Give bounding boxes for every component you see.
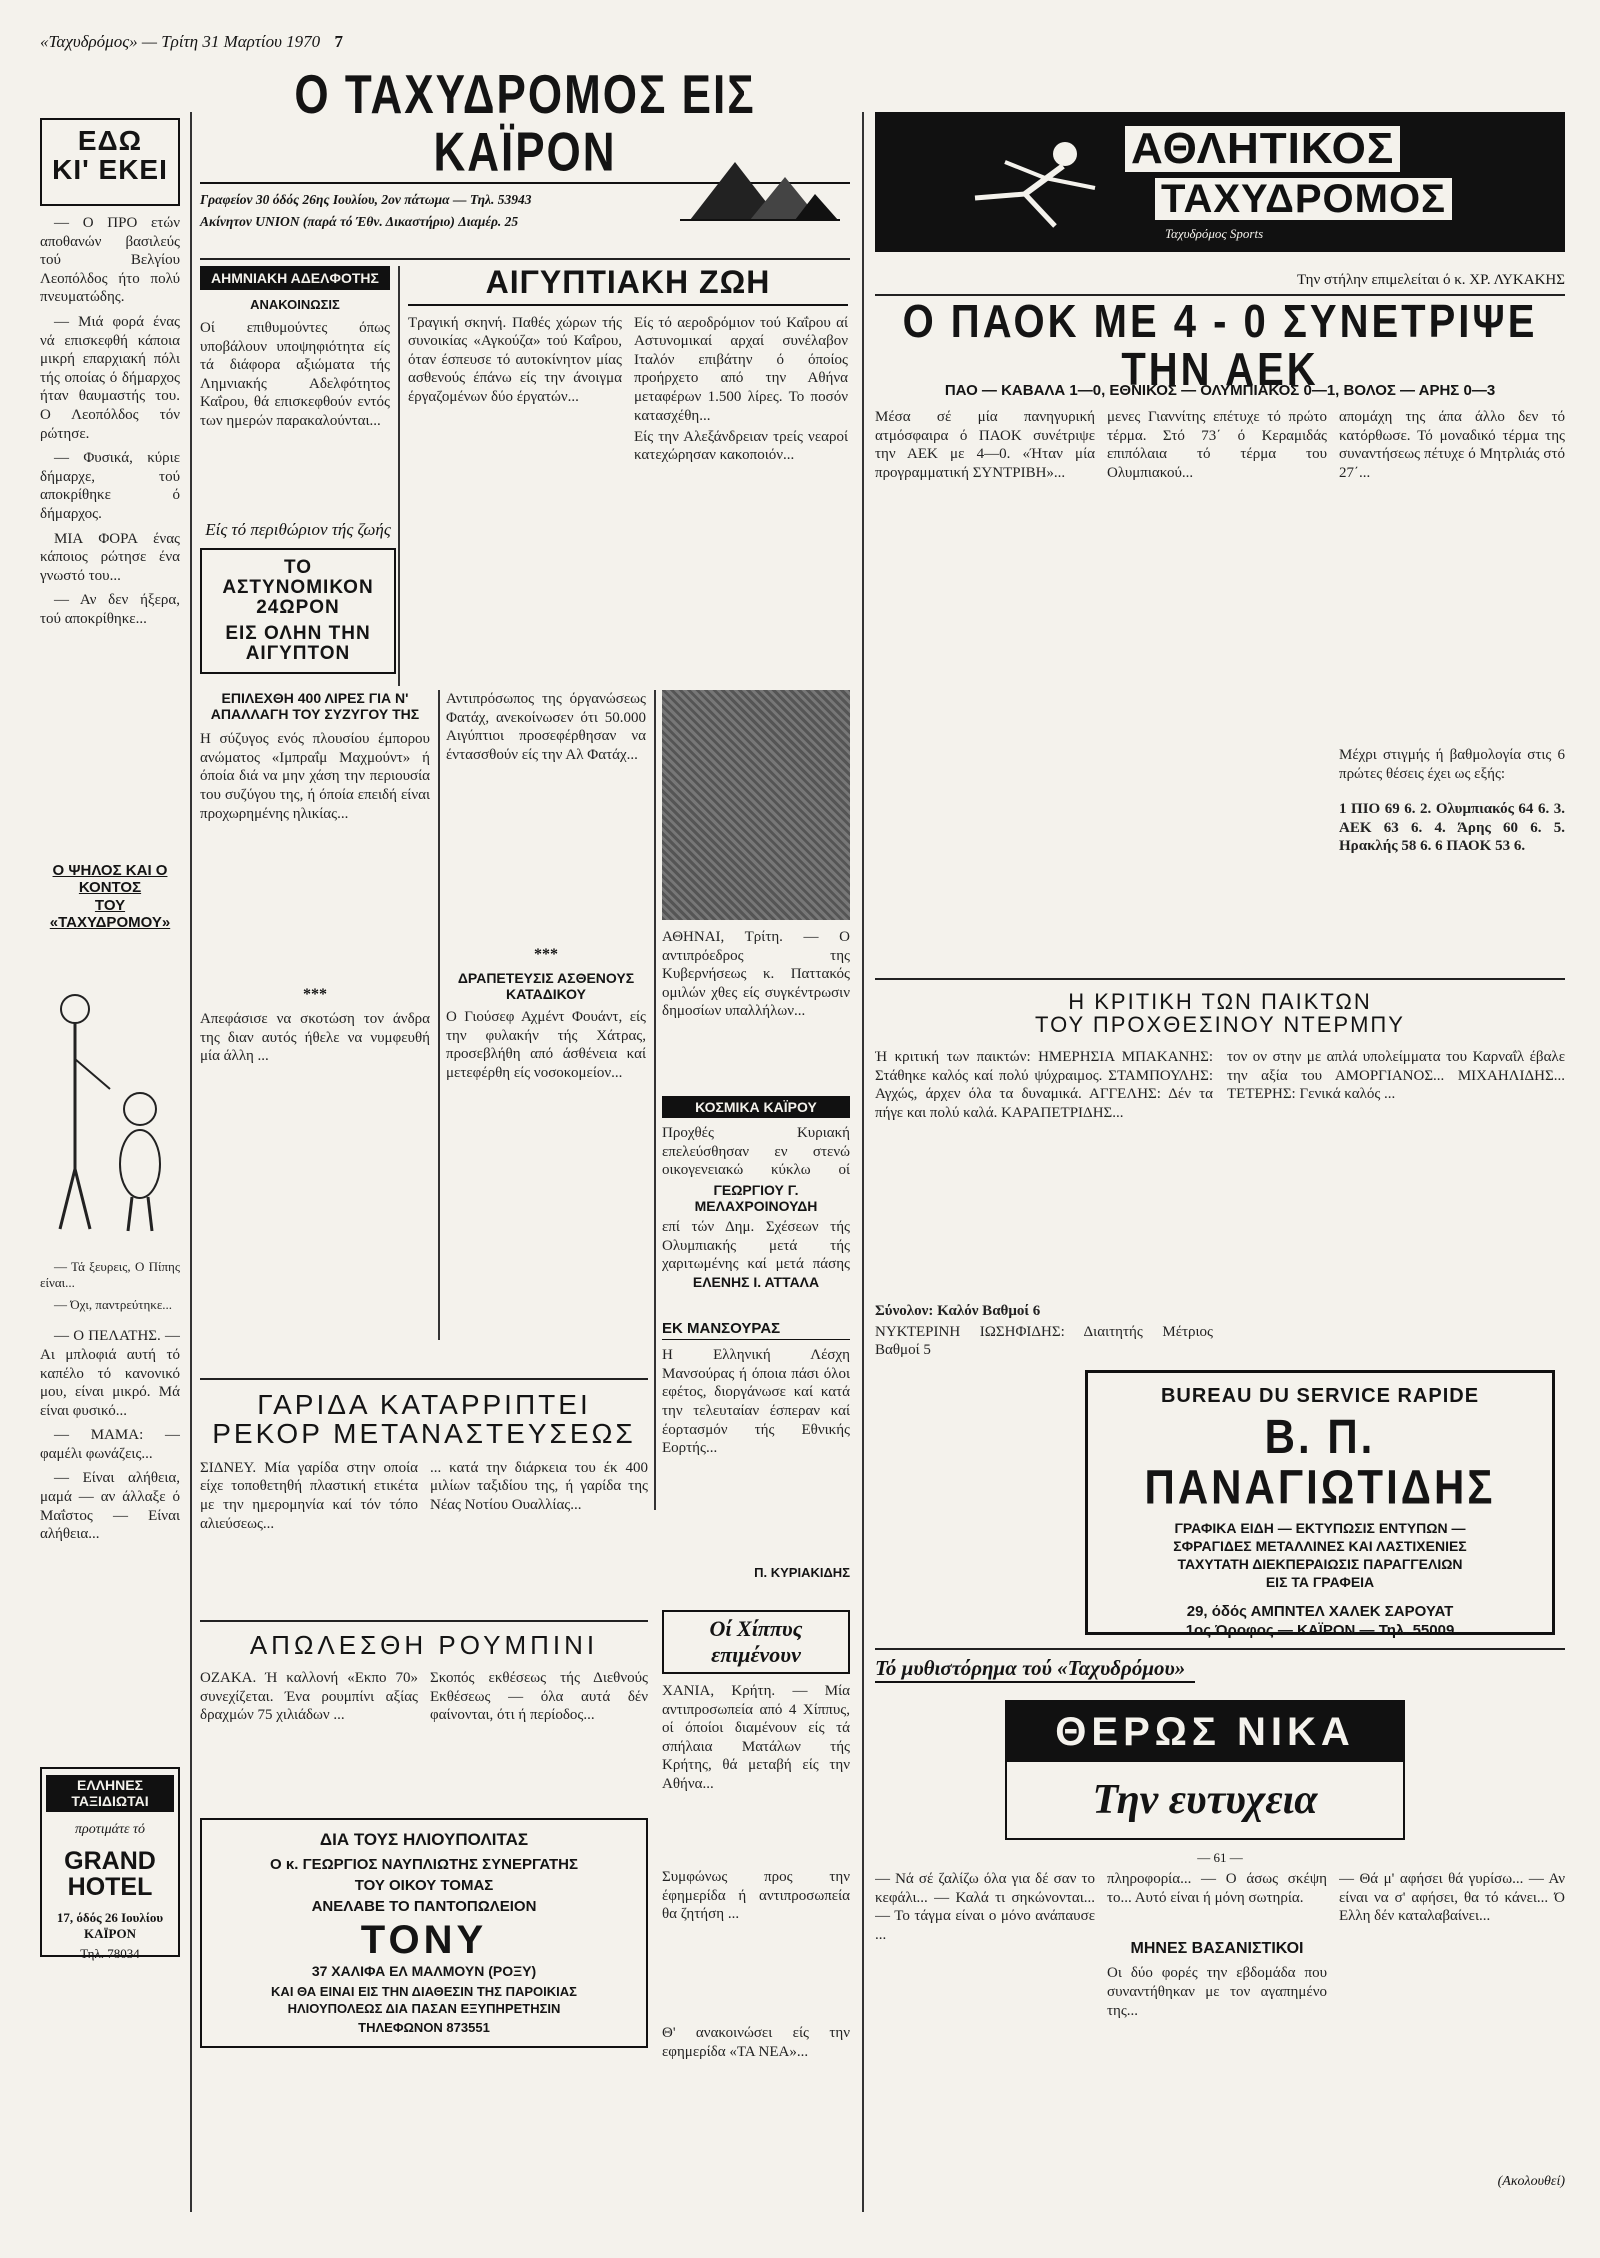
shrimp-text: ΣΙΔΝΕΥ. Μία γαρίδα στην οποία είχε τοποθετηθή πλαστική ετικέτα με την ημερομηνία καί τόν τόπο αλιεύσεως... [200, 1459, 418, 1532]
photo-caption: ΑΘΗΝΑΙ, Τρίτη. — Ο αντιπρόεδρος της Κυβερνήσεως κ. Παττακός ομιλών χθες είς συγκέντρωσιν δημοσίων υπαλλήλων... [662, 929, 850, 1020]
heliopolis-line3: ΤΟΥ ΟΙΚΟΥ ΤΟΜΑΣ [354, 1876, 494, 1894]
novel-continues: (Ακολουθεί) [1497, 2174, 1565, 2189]
novel-col2-wrap [1107, 1870, 1327, 2210]
cartoon-caption-b: — Όχι, παντρεύτηκε... [54, 1297, 173, 1313]
sports-headline: Ο ΠΑΟΚ ΜΕ 4 - 0 ΣΥΝΕΤΡΙΨΕ ΤΗΝ ΑΕΚ [902, 296, 1538, 396]
novel-col2: πληροφορία... — Ο άσως σκέψη το... Αυτό είναι ή μόνη σωτηρία. [1107, 1871, 1327, 1906]
egypt-life-section [408, 266, 848, 468]
ruby-section [200, 1632, 648, 1799]
hippies-text-2: Συμφώνως προς την έφημερίδα ή αντιπροσωπεία θα ζητήση ... [662, 1869, 850, 1923]
heliopolis-name: ΤΟΝΥ [360, 1918, 488, 1963]
bureau-line1: BUREAU DU SERVICE RAPIDE [1160, 1385, 1480, 1407]
column-rule [398, 266, 400, 686]
kosmika-text: Προχθές Κυριακή επελεύσθησαν εν στενώ οικογενειακώ κύκλω οί [662, 1125, 850, 1179]
masthead-rule [200, 258, 850, 260]
hippies-text: ΧΑΝΙΑ, Κρήτη. — Μία αντιπροσωπεία από 4 Χίππυς, οί όποίοι διαμένουν είς τά σπήλαια Ματάλων τής Κρήτης, θά μεταβή είς την Αθήνα... [662, 1683, 850, 1792]
cartoon-illustration [40, 939, 180, 1259]
dateline [40, 32, 343, 52]
community-subheading: ΑΝΑΚΟΙΝΩΣΙΣ [250, 297, 340, 313]
hippies-text-3: Θ' ανακοινώσει είς την εφημερίδα «ΤΑ ΝΕΑ»... [662, 2025, 850, 2060]
grand-hotel-ad-headline: ΕΛΛΗΝΕΣ ΤΑΞΙΔΙΩΤΑΙ [46, 1775, 174, 1811]
shrimp-section [200, 1390, 648, 1639]
grand-hotel-ad [40, 1767, 180, 1962]
kosmika-bride: ΕΛΕΝΗΣ Ι. ΑΤΤΑΛΑ [692, 1274, 820, 1291]
left-column [40, 118, 180, 2208]
novel-col3-wrap [1339, 1870, 1565, 2210]
runner-icon [915, 132, 1115, 232]
novel-title: ΘΕΡΩΣ ΝΙΚΑ [1055, 1710, 1355, 1754]
masthead-office: Γραφείον 30 όδός 26ης Ιουλίου, 2ον πάτωμα — Τηλ. 53943 [200, 192, 532, 207]
sports-title-line1: ΑΘΛΗΤΙΚΟΣ [1125, 126, 1400, 172]
shrimp-title-line2: ΡΕΚΟΡ ΜΕΤΑΝΑΣΤΕΥΣΕΩΣ [212, 1418, 636, 1450]
separator-stars-2: *** [534, 946, 558, 963]
mansoura-heading: ΕΚ ΜΑΝΣΟΥΡΑΣ [662, 1320, 850, 1340]
heliopolis-line1: ΔΙΑ ΤΟΥΣ ΗΛΙΟΥΠΟΛΙΤΑΣ [319, 1830, 529, 1849]
edo-kiekei-title-box [40, 118, 180, 206]
escape-heading: ΔΡΑΠΕΤΕΥΣΙΣ ΑΣΘΕΝΟΥΣ ΚΑΤΑΔΙΚΟΥ [457, 970, 635, 1003]
cartoon-captions [40, 1259, 180, 1319]
sports-col3: απομάχη της άπα άλλο δεν τό κατόρθωσε. Τό μοναδικό τέρμα της συναντήσεως πέτυχε ό Μητρλιάς στό 27΄... [1339, 409, 1565, 481]
escape-text: Ο Γιούσεφ Αχμέντ Φουάντ, είς την φυλακήν τής Χάτρας, προσεβλήθη από άσθένεια καί μετεφέρθη είς νοσοκομείον... [446, 1009, 646, 1081]
fatah-text: Αντιπρόσωπος της όργανώσεως Φατάχ, ανεκοίνωσεν ότι 50.000 Αιγύπτιοι προσεφέρθησαν να έντασσθούν είς την Αλ Φατάχ... [446, 691, 646, 763]
sports-columns [875, 408, 1565, 968]
murder-plot-text: Απεφάσισε να σκοτώση τον άνδρα της διαν αυτός ήθελε να νυμφευθή μία άλλη ... [200, 1011, 430, 1065]
heliopolis-phone: ΤΗΛΕΦΩΝΟΝ 873551 [358, 2020, 490, 2036]
novel-chapter: ΜΗΝΕΣ ΒΑΣΑΝΙΣΤΙΚΟΙ [1130, 1940, 1304, 1957]
community-text: Οί επιθυμούντες όπως υποβάλουν υποψηφιότητα είς τά διάφορα αξιώματα τής Λημνιακής Αδελφότητος Καΐρου, θά επισκεφθούν εντός των ημερών παρακαλούνται... [200, 320, 390, 429]
separator-stars: *** [303, 986, 327, 1004]
criticism-col2: τον ον στην με απλά υπολείμματα του Καρναΐλ έβαλε την αξία του ΑΜΟΡΓΙΑΝΟΣ... ΜΙΧΑΗΛΙΔΗΣ... ΤΕΤΕΡΗΣ: Γενικά καλός ... [1227, 1049, 1565, 1103]
criticism-total1: Σύνολον: Καλόν Βαθμοί 6 [875, 1303, 1041, 1320]
news-photo [662, 690, 850, 920]
photo-block [662, 690, 850, 1290]
novel-col1: — Νά σέ ζαλίζω όλα για δέ σαν το κεφάλι... — Καλά τι σηκώνονται... — Το τάγμα είναι ο μόνο ανάπαυσε ... [875, 1871, 1095, 1943]
bureau-line2: ΓΡΑΦΙΚΑ ΕΙΔΗ — ΕΚΤΥΠΩΣΙΣ ΕΝΤΥΠΩΝ — [1174, 1520, 1466, 1537]
grand-hotel-name: GRAND HOTEL [64, 1846, 156, 1901]
police-box-line2: ΕΙΣ ΟΛΗΝ ΤΗΝ ΑΙΓΥΠΤΟΝ [225, 622, 371, 664]
novel-col3: — Θά μ' αφήσει θά γυρίσω... — Αν είναι να σ' αφήσει, θα τό κάνει... Ό Ελλη δέν καταλαβαίνει... [1339, 1871, 1565, 1925]
novel-title-box [1005, 1700, 1405, 1840]
heliopolis-line4: ΑΝΕΛΑΒΕ ΤΟ ΠΑΝΤΟΠΩΛΕΙΟΝ [311, 1898, 537, 1916]
bureau-address: 29, όδός ΑΜΠΝΤΕΛ ΧΑΛΕΚ ΣΑΡΟΥΑΤ [1186, 1602, 1454, 1620]
pyramids-icon [680, 152, 840, 222]
bureau-line4: ΤΑΧΥΤΑΤΗ ΔΙΕΚΠΕΡΑΙΩΣΙΣ ΠΑΡΑΓΓΕΛΙΩΝ [1177, 1556, 1463, 1573]
police-box-wrap [200, 520, 396, 670]
masthead [200, 64, 850, 252]
heliopolis-line2: Ο κ. ΓΕΩΡΓΙΟΣ ΝΑΥΠΛΙΩΤΗΣ ΣΥΝΕΡΓΑΤΗΣ [270, 1855, 578, 1873]
sports-title-line2: ΤΑΧΥΔΡΟΜΟΣ [1155, 178, 1452, 220]
hippies-heading-line1: Οί Χίππυς [709, 1616, 803, 1641]
section-rule [200, 1378, 648, 1380]
edo-paragraph: ΜΙΑ ΦΟΡΑ ένας κάποιος ρώτησε ένα γνωστό του... [40, 530, 180, 584]
bureau-name: Β. Π. ΠΑΝΑΓΙΩΤΙΔΗΣ [1144, 1409, 1496, 1514]
egypt-life-col2-wrap [634, 314, 848, 468]
criticism-section [875, 990, 1565, 1360]
kosmika-heading: ΚΟΣΜΙΚΑ ΚΑΪΡΟΥ [662, 1096, 850, 1118]
sports-results: ΠΑΟ — ΚΑΒΑΛΑ 1—0, ΕΘΝΙΚΟΣ — ΟΛΥΜΠΙΑΚΟΣ 0—1, ΒΟΛΟΣ — ΑΡΗΣ 0—3 [944, 382, 1496, 399]
sports-title-script: Ταχυδρόμος Sports [1165, 226, 1264, 241]
police-box-line1: ΤΟ ΑΣΤΥΝΟΜΙΚΟΝ 24ΩΡΟΝ [222, 557, 374, 618]
divorce-text: Η σύζυγος ενός πλουσίου έμπορου ανώματος «Ιμπραΐμ Μαχμούντ» ή όποία διά να μην χάση την περιουσία του συζύγου της, ή όποία επειδή είναι προχωρημένης ηλικίας... [200, 731, 430, 822]
masthead-info [200, 192, 850, 262]
criticism-title-line2: ΤΟΥ ΠΡΟΧΘΕΣΙΝΟΥ ΝΤΕΡΜΠΥ [1035, 1012, 1405, 1038]
sports-editor: Την στήλην επιμελείται ό κ. ΧΡ. ΛΥΚΑΚΗΣ [1297, 272, 1565, 288]
novel-col2b: Οι δύο φορές την εβδομάδα που συναντήθηκαν με τον αγαπημένο της... [1107, 1965, 1327, 2019]
mansoura-text: Η Ελληνική Λέσχη Μανσούρας ή όποια πάσι όλοι εφέτος, διοργάνωσε καί κατά την τελευταίαν έσπεραν καί έορτασμόν τής Εθνικής Εορτής... [662, 1347, 850, 1457]
grand-hotel-phone: Τηλ. 78034 [80, 1946, 140, 1962]
edo-paragraph: — Αν δεν ήξερα, τού αποκρίθηκε... [40, 592, 180, 627]
novel-columns [875, 1870, 1565, 2210]
kosmika-text-2: επί τών Δημ. Σχέσεων τής Ολυμπιακής μετά τής χαριτωμένης καί μετά πάσης [662, 1219, 850, 1273]
criticism-col1: Ή κριτική των παικτών: ΗΜΕΡΗΣΙΑ ΜΠΑΚΑΝΗΣ: Στάθηκε καλός καί πολύ ψύχραιμος. ΣΤΑΜΠΟΥΛΗΣ: Αγχώς, άρχεν όλα τα δυναμικά. ΑΓΓΕΛΗΣ: Δέν τα πήγε και πολύ καλά. ΚΑΡΑΠΕΤΡΙΔΗΣ... [875, 1049, 1213, 1121]
novel-subtitle: Την ευτυχεια [1092, 1777, 1318, 1823]
masthead-office-2: Ακίνητον UNION (παρά τό Έθν. Δικαστήριο) Διαμέρ. 25 [200, 214, 519, 229]
shrimp-title-line1: ΓΑΡΙΔΑ ΚΑΤΑΡΡΙΠΤΕΙ [257, 1389, 591, 1420]
section-rule [875, 1648, 1565, 1650]
community-announcement [200, 266, 390, 496]
bureau-line3: ΣΦΡΑΓΙΔΕΣ ΜΕΤΑΛΛΙΝΕΣ ΚΑΙ ΛΑΣΤΙΧΕΝΙΕΣ [1173, 1538, 1467, 1555]
cartoon-caption-a: — Τά ξευρεις, Ο Πίπης είναι... [40, 1259, 180, 1291]
sports-banner [875, 112, 1565, 252]
sports-col2: μενες Γιαννίτης επέτυχε τό πρώτο τέρμα. Στό 73΄ ό Κεραμιδάς επιπόλαια τό τέρμα του Ολυμπιακού... [1107, 409, 1327, 481]
sports-masthead [875, 112, 1565, 262]
cartoon-figures-icon [40, 939, 180, 1259]
column-rule [862, 112, 864, 2212]
heliopolis-line5: ΚΑΙ ΘΑ ΕΙΝΑΙ ΕΙΣ ΤΗΝ ΔΙΑΘΕΣΙΝ ΤΗΣ ΠΑΡΟΙΚΙΑΣ [271, 1984, 577, 2000]
bureau-address2: 1ος Όροφος — ΚΑΪΡΟΝ — Τηλ. 55009 [1185, 1621, 1455, 1639]
column-rule [190, 112, 192, 2212]
egypt-news-middle [446, 690, 646, 1340]
ruby-text-2: Σκοπός εκθέσεως τής Διεθνούς Εκθέσεως — όλα αυτά δέν φαίνονται, ότι ή περίοδος... [430, 1670, 648, 1724]
heliopolis-address: 37 ΧΑΛΙΦΑ ΕΛ ΜΑΛΜΟΥΝ (ΡΟΞΥ) [311, 1963, 537, 1980]
sports-col1: Μέσα σέ μία πανηγυρική ατμόσφαιρα ό ΠΑΟΚ συνέτριψε την ΑΕΚ με 4—0. «Ήταν μία προγραμματική ΣΥΝΤΡΙΒΗ»... [875, 409, 1095, 481]
edo-kiekei-text-2 [40, 1327, 180, 1757]
edo-paragraph-2: — ΜΑΜΑ: — φαμέλι φωνάζεις... [40, 1427, 180, 1462]
heliopolis-ad [200, 1818, 648, 2048]
section-rule [875, 978, 1565, 980]
sports-col3-wrap [1339, 408, 1565, 968]
edo-kiekei-text [40, 214, 180, 852]
criticism-col1-wrap [875, 1048, 1213, 1360]
novel-installment: — 61 — [1197, 1850, 1243, 1865]
divorce-heading: ΕΠΙΛΕΧΘΗ 400 ΛΙΡΕΣ ΓΙΑ Ν' ΑΠΑΛΛΑΓΗ ΤΟΥ ΣΥΖΥΓΟΥ ΤΗΣ [210, 690, 420, 723]
ruby-title: ΑΠΩΛΕΣΘΗ ΡΟΥΜΠΙΝΙ [249, 1630, 599, 1660]
psilos-heading-line1: Ο ΨΗΛΟΣ ΚΑΙ Ο ΚΟΝΤΟΣ [52, 862, 168, 897]
egypt-life-col1: Τραγική σκηνή. Παθές χώρων τής συνοικίας «Αγκούζα» τού Καΐρου, όταν έσπευσε τό αυτοκίνητον μίας ασθενούς έπάνω είς την άνοιγμα έργαζομένων δύο έργατών... [408, 314, 622, 405]
masthead-title: Ο ΤΑΧΥΔΡΟΜΟΣ ΕΙΣ ΚΑΪΡΟΝ [294, 64, 756, 184]
psilos-kontos-heading [40, 862, 180, 931]
hippies-section [662, 1610, 850, 2170]
page-number: 7 [334, 32, 343, 51]
novel-title-bar [1007, 1702, 1403, 1762]
criticism-title-line1: Η ΚΡΙΤΙΚΗ ΤΩΝ ΠΑΙΚΤΩΝ [1068, 989, 1372, 1014]
edo-paragraph: — Φυσικά, κύριε δήμαρχε, τού αποκρίθηκε ό δήμαρχος. [40, 450, 180, 522]
egypt-life-title: ΑΙΓΥΠΤΙΑΚΗ ΖΩΗ [408, 266, 848, 306]
grand-hotel-address: 17, όδός 26 Ιουλίου ΚΑΪΡΟΝ [56, 1910, 164, 1942]
shrimp-text-2: ... κατά την διάρκεια του έκ 400 μιλίων ταξιδίου της, ή γαρίδα της Νέας Νοτίου Ουαλλίας... [430, 1459, 648, 1513]
section-rule [200, 1620, 648, 1622]
edo-paragraph-2: — Ο ΠΕΛΑΤΗΣ. — Αι μπλοφιά αυτή τό καπέλο τό κανονικό μου, είναι μικρό. Μά είναι φυσικό... [40, 1328, 180, 1419]
edo-title-line2: ΚΙ' ΕΚΕΙ [52, 154, 168, 186]
column-rule [654, 690, 656, 1510]
standings-intro: Μέχρι στιγμής ή βαθμολογία στις 6 πρώτες θέσεις έχει ως εξής: [1339, 747, 1565, 782]
column-rule [438, 690, 440, 1340]
egypt-life-col2b: Είς την Αλεξάνδρειαν τρείς νεαροί κατεχώρησαν κακοποιόν... [634, 428, 848, 464]
police-tagline: Είς τό περιθώριον τής ζωής [205, 520, 391, 539]
ruby-text: ΟΖΑΚΑ. Ή καλλονή «Εκπο 70» συνεχίζεται. Ένα ρουμπίνι αξίας δραχμών 75 χιλιάδων ... [200, 1670, 418, 1724]
egypt-news-left [200, 690, 430, 1370]
criticism-columns [875, 1048, 1565, 1360]
hippies-heading-box [662, 1610, 850, 1674]
mansoura-section [662, 1320, 850, 1600]
bureau-line5: ΕΙΣ ΤΑ ΓΡΑΦΕΙΑ [1265, 1574, 1375, 1591]
police-box [200, 548, 396, 674]
shrimp-columns [200, 1459, 648, 1639]
egypt-life-col2: Είς τό αεροδρόμιον τού Καΐρου αί Αστυνομικαί αρχαί συνέλαβον Ιταλόν επιβάτην ό όποίος προήρχετο από την Αθήνα μεταφέρων 1.500 λίρες. Το ποσόν κατασχέθη... [634, 314, 848, 424]
novel-banner: Τό μυθιστόρημα τού «Ταχυδρόμου» [875, 1656, 1195, 1683]
bureau-ad [1085, 1370, 1555, 1639]
standings: 1 ΠΙΟ 69 6. 2. Ολυμπιακός 64 6. 3. ΑΕΚ 63 6. 4. Άρης 60 6. 5. Ηρακλής 58 6. 6 ΠΑΟΚ 53 6. [1339, 801, 1565, 855]
edo-paragraph: — Ο ΠΡΟ ετών αποθανών βασιλεύς τού Βελγίου Λεοπόλδος ήτο πολύ πνευματώδης. [40, 215, 180, 306]
edo-paragraph: — Μιά φορά ένας νά επισκεφθή κάποια μικρή επαρχιακή πόλι τής οποίας ό δήμαρχος ήταν θαυμαστής του. Ο Λεοπόλδος τόν ρώτησε. [40, 313, 180, 442]
grand-hotel-prefer: προτιμάτε τό [74, 1821, 146, 1837]
edo-paragraph-2: — Είναι αλήθεια, μαμά — αν άλλαξε ό Μαΐστος — Είναι αλήθεια... [40, 1470, 180, 1543]
kosmika-groom: ΓΕΩΡΓΙΟΥ Γ. ΜΕΛΑΧΡΟΙΝΟΥΔΗ [694, 1182, 818, 1215]
criticism-total2: ΝΥΚΤΕΡΙΝΗ ΙΩΣΗΦΙΔΗΣ: Διαιτητής Μέτριος Βαθμοί 5 [875, 1323, 1213, 1359]
edo-title-line1: ΕΔΩ [77, 125, 143, 156]
community-heading: ΑΗΜΝΙΑΚΗ ΑΔΕΛΦΟΤΗΣ [200, 266, 390, 290]
heliopolis-line6: ΗΛΙΟΥΠΟΛΕΩΣ ΔΙΑ ΠΑΣΑΝ ΕΞΥΠΗΡΕΤΗΣΙΝ [287, 2001, 561, 2017]
dateline-text: «Ταχυδρόμος» — Τρίτη 31 Μαρτίου 1970 [40, 32, 321, 51]
mansoura-signature: Π. ΚΥΡΙΑΚΙΔΗΣ [754, 1565, 850, 1581]
egypt-life-columns [408, 314, 848, 468]
psilos-heading-line2: ΤΟΥ «ΤΑΧΥΔΡΟΜΟΥ» [49, 896, 171, 931]
hippies-heading-line2: επιμένουν [711, 1642, 801, 1667]
ruby-columns [200, 1669, 648, 1799]
